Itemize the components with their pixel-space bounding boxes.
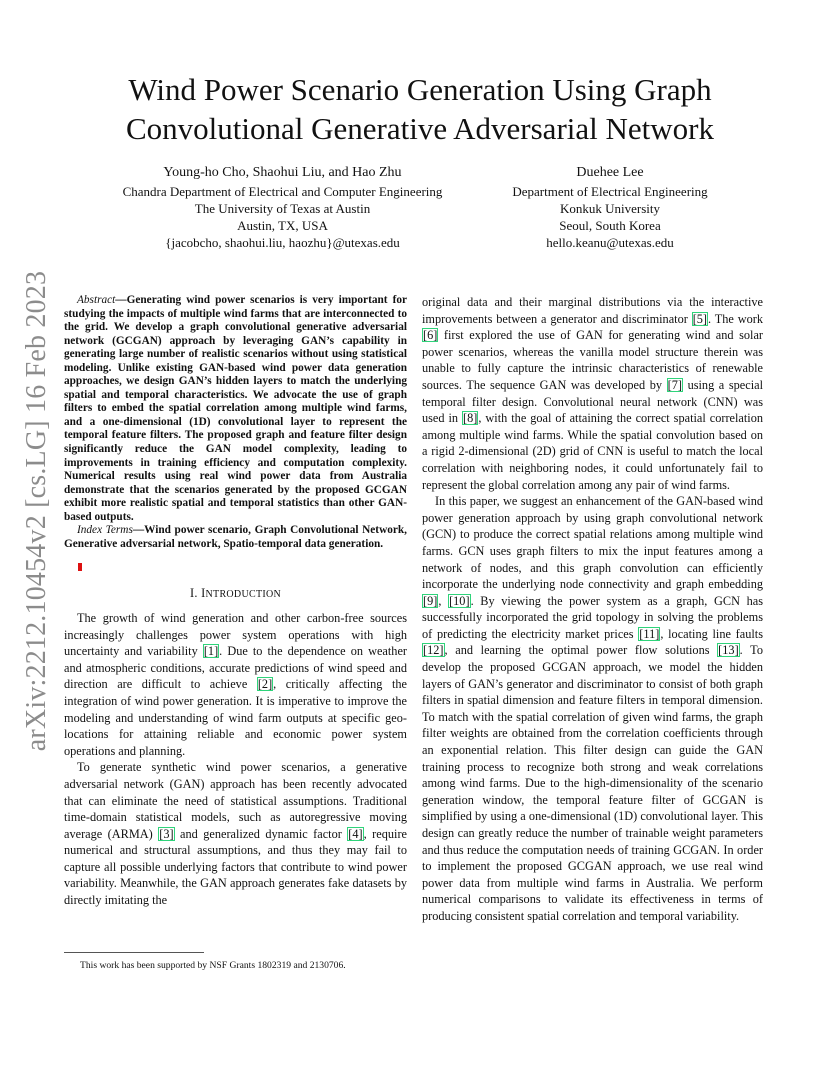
text-run: , locating line faults	[660, 626, 763, 641]
section-initial: I	[201, 586, 206, 601]
affiliation-line: Austin, TX, USA	[237, 218, 328, 233]
text-run: . To develop the proposed GCGAN approach, we model the hidden layers of GAN’s generator and discriminator to consist of both graph filters in spatial dimension and feature filters in temporal dimension. To match with the spatial correlation of given wind farms, the graph filter weights are obtained from the correlation coefficients through an exponential relation. This filter design can guide the GAN training process to recognize both strong and weak correlations among wind farms. Due to the high-dimensionality of the scenario generation window, the temporal feature filter of GCGAN is simplified by using a one-dimensional (1D) convolutional layer. This design can greatly reduce the number of trainable weight parameters and thus reduce the computation needs of training GCGAN. In order to implement the proposed GCGAN approach, we use real wind power data from multiple wind farms in Australia. We perform numerical comparisons to validate its effectiveness in terms of producing consistent spatial correlation and temporal variability.	[422, 643, 763, 923]
author-block-right	[480, 164, 740, 251]
body-paragraph	[422, 493, 763, 924]
text-run: . The work	[708, 311, 763, 326]
section-heading-introduction	[64, 585, 407, 604]
text-run: , critically affecting the integration of wind power generation. It is imperative to improve the modeling and understanding of wind farm outputs at specific geo-locations for attaining reliable and economic power system operations and planning.	[64, 677, 407, 758]
author-emails-left: {jacobcho, shaohui.liu, haozhu}@utexas.edu	[165, 235, 400, 250]
text-run: first explored the use of GAN for generating wind and solar power scenarios, whereas the vanilla model structure therein was unable to fully capture the intrinsic characteristics of renewable sources. The sequence GAN was developed by	[422, 328, 763, 392]
affiliation-line: Konkuk University	[559, 201, 661, 216]
text-run: using a special temporal filter design. Convolutional neural network (CNN) was used in	[422, 377, 763, 426]
section-numeral: I.	[189, 586, 202, 601]
citation-link[interactable]: [2]	[257, 677, 273, 692]
text-run: To generate synthetic wind power scenarios, a generative adversarial network (GAN) approach has been recently advocated that can eliminate the need of statistical assumptions. Traditional time-domain statistical models, such as autoregressive moving average (ARMA)	[64, 760, 407, 841]
index-terms-text: —Wind power scenario, Graph Convolutional Network, Generative adversarial network, Spatio-temporal data generation.	[64, 524, 407, 550]
citation-link[interactable]: [12]	[423, 643, 444, 658]
index-terms	[64, 524, 407, 551]
title-line-1: Wind Power Scenario Generation Using Graph	[128, 72, 712, 107]
arxiv-identifier-text: arXiv:2212.10454v2 [cs.LG] 16 Feb 2023	[21, 270, 52, 752]
affiliation-line: Chandra Department of Electrical and Computer Engineering	[122, 184, 443, 199]
arxiv-identifier	[21, 270, 52, 752]
abstract	[64, 294, 407, 524]
citation-link[interactable]: [8]	[463, 411, 478, 426]
author-names-left: Young-ho Cho, Shaohui Liu, and Hao Zhu	[163, 165, 402, 180]
citation-link[interactable]: [1]	[203, 644, 219, 659]
right-body-text	[422, 294, 763, 925]
text-run: . Due to the dependence on weather and atmospheric conditions, accurate predictions of wind speed and direction are difficult to achieve	[64, 644, 407, 692]
citation-link[interactable]: [4]	[348, 826, 363, 841]
author-block-left	[100, 164, 465, 251]
author-names-right: Duehee Lee	[576, 165, 644, 180]
footnote-divider	[64, 952, 204, 953]
citation-link[interactable]: [7]	[667, 377, 682, 392]
affiliation-line: Seoul, South Korea	[559, 218, 661, 233]
citation-link[interactable]: [5]	[692, 311, 708, 326]
text-run: , require numerical and structural assumptions, and thus they may fail to capture all possible underlying factors that contribute to wind power variability. Meanwhile, the GAN approach generates fake datasets by directly imitating the	[64, 826, 407, 908]
citation-link[interactable]: [10]	[449, 593, 470, 608]
text-run: In this paper, we suggest an enhancement of the GAN-based wind power generation approach by using graph convolutional network (GCN) to produce the correct spatial relations among multiple wind farms. GCN uses graph filters to mix the input features among a network of nodes, and this graph convolution can efficiently incorporate the underlying node connectivity and graph embedding	[422, 494, 763, 592]
text-run: , and learning the optimal power flow solutions	[444, 643, 718, 658]
text-run: original data and their marginal distributions via the interactive improvements between a generator and discriminator	[422, 295, 763, 326]
abstract-text: —Generating wind power scenarios is very important for studying the impacts of multiple wind farms that are interconnected to the grid. We develop a graph convolutional generative adversarial network (GCGAN) approach by leveraging GAN’s capability in generating large number of realistic scenarios without using statistical modeling. Unlike existing GAN-based wind power data generation approaches, we design GAN’s hidden layers to match the underlying spatial and temporal characteristics. We advocate the use of graph filters to embed the spatial correlation among multiple wind farms, and a one-dimensional (1D) convolutional layer to represent the temporal feature filters. The proposed graph and feature filter design significantly reduce the GAN model complexity, leading to improvements in training efficiency and computation complexity. Numerical results using real wind power data from Australia demonstrate that the scenarios generated by the proposed GCGAN exhibit more realistic spatial and temporal statistics than other GAN-based outputs.	[64, 294, 407, 523]
body-paragraph	[422, 294, 763, 493]
body-paragraph	[64, 759, 407, 908]
index-terms-lead: Index Terms	[77, 524, 133, 537]
citation-link[interactable]: [13]	[718, 643, 739, 658]
text-run: ,	[438, 593, 449, 608]
left-column	[64, 294, 407, 909]
citation-link[interactable]: [9]	[423, 593, 438, 608]
red-marker-icon	[78, 563, 82, 571]
citation-link[interactable]: [11]	[639, 626, 660, 641]
paper-title	[70, 70, 770, 148]
citation-link[interactable]: [3]	[159, 826, 174, 841]
affiliation-line: The University of Texas at Austin	[194, 201, 371, 216]
affiliation-line: Department of Electrical Engineering	[512, 184, 708, 199]
right-column	[422, 294, 763, 925]
body-paragraph	[64, 610, 407, 759]
left-body-text	[64, 610, 407, 909]
citation-link[interactable]: [6]	[423, 328, 438, 343]
author-email-right: hello.keanu@utexas.edu	[546, 235, 674, 250]
abstract-lead: Abstract	[77, 294, 116, 306]
text-run: The growth of wind generation and other carbon-free sources increasingly challenges power system operations with high uncertainty and variability	[64, 610, 407, 659]
text-run: and generalized dynamic factor	[174, 826, 348, 841]
section-rest: NTRODUCTION	[205, 589, 282, 601]
text-run: , with the goal of attaining the correct spatial correlation among multiple wind farms. While the spatial convolution based on a rigid 2-dimensional (2D) grid of CNN is useful to match the local correlation with neighboring nodes, it could unfortunately fail to represent the global correlation among any pair of wind farms.	[422, 411, 763, 492]
footnote: This work has been supported by NSF Grants 1802319 and 2130706.	[80, 960, 346, 971]
title-line-2: Convolutional Generative Adversarial Network	[126, 111, 714, 146]
text-run: . By viewing the power system as a graph, GCN has successfully incorporated the grid topology in solving the problems of predicting the electricity market prices	[422, 593, 763, 641]
